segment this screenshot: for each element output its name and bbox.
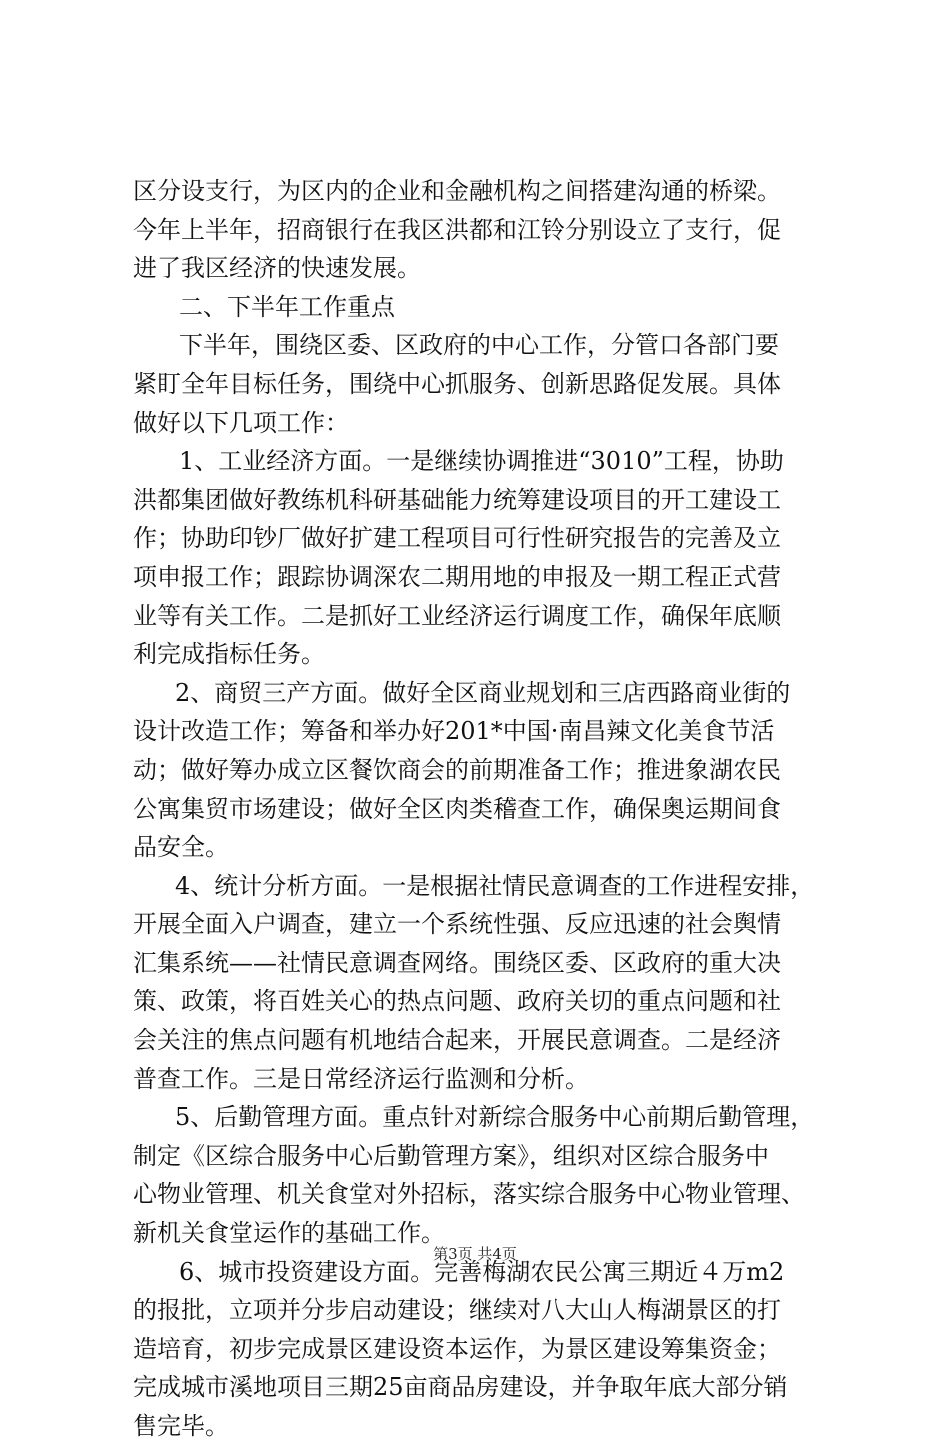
text-line: 作；协助印钞厂做好扩建工程项目可行性研究报告的完善及立 (133, 524, 781, 553)
text-line: 二、下半年工作重点 (179, 292, 395, 321)
page-footer: 第3页 共4页 (433, 1245, 517, 1263)
text-line: 会关注的焦点问题有机地结合起来，开展民意调查。二是经济 (133, 1026, 781, 1055)
text-line: 项申报工作；跟踪协调深农二期用地的申报及一期工程正式营 (133, 562, 781, 591)
text-line: 做好以下几项工作： (133, 408, 349, 437)
text-line: 6、城市投资建设方面。完善梅湖农民公寓三期近４万m2 (179, 1257, 785, 1286)
text-line: 5、后勤管理方面。重点针对新综合服务中心前期后勤管理， (175, 1103, 815, 1132)
text-line: 公寓集贸市场建设；做好全区肉类稽查工作，确保奥运期间食 (133, 794, 781, 823)
text-line: 制定《区综合服务中心后勤管理方案》，组织对区综合服务中 (133, 1141, 769, 1170)
text-line: 造培育，初步完成景区建设资本运作，为景区建设筹集资金； (133, 1334, 781, 1363)
text-line: 开展全面入户调查，建立一个系统性强、反应迅速的社会舆情 (133, 910, 781, 939)
text-line: 4、统计分析方面。一是根据社情民意调查的工作进程安排， (175, 871, 815, 900)
text-line: 业等有关工作。二是抓好工业经济运行调度工作，确保年底顺 (133, 601, 781, 630)
text-line: 心物业管理、机关食堂对外招标，落实综合服务中心物业管理、 (133, 1180, 805, 1209)
text-line: 的报批，立项并分步启动建设；继续对八大山人梅湖景区的打 (133, 1296, 781, 1325)
text-line: 售完毕。 (133, 1412, 229, 1440)
text-line: 1、工业经济方面。一是继续协调推进“3010”工程，协助 (179, 447, 784, 476)
text-line: 区分设支行，为区内的企业和金融机构之间搭建沟通的桥梁。 (133, 177, 781, 205)
text-line: 紧盯全年目标任务，围绕中心抓服务、创新思路促发展。具体 (133, 369, 781, 398)
text-line: 下半年，围绕区委、区政府的中心工作，分管口各部门要 (179, 331, 779, 360)
text-line: 策、政策，将百姓关心的热点问题、政府关切的重点问题和社 (133, 987, 781, 1016)
text-line: 今年上半年，招商银行在我区洪都和江铃分别设立了支行，促 (133, 215, 781, 244)
text-line: 洪都集团做好教练机科研基础能力统筹建设项目的开工建设工 (133, 485, 781, 514)
text-line: 2、商贸三产方面。做好全区商业规划和三店西路商业街的 (175, 678, 791, 707)
text-line: 新机关食堂运作的基础工作。 (133, 1219, 445, 1248)
text-line: 进了我区经济的快速发展。 (133, 254, 421, 283)
text-line: 品安全。 (133, 833, 229, 862)
text-line: 动；做好筹办成立区餐饮商会的前期准备工作；推进象湖农民 (133, 755, 781, 784)
text-line: 利完成指标任务。 (133, 640, 325, 669)
text-line: 汇集系统——社情民意调查网络。围绕区委、区政府的重大决 (133, 948, 781, 977)
text-line: 完成城市溪地项目三期25亩商品房建设，并争取年底大部分销 (133, 1373, 788, 1402)
text-line: 普查工作。三是日常经济运行监测和分析。 (133, 1064, 589, 1093)
text-line: 设计改造工作；筹备和举办好201*中国·南昌辣文化美食节活 (133, 717, 775, 746)
